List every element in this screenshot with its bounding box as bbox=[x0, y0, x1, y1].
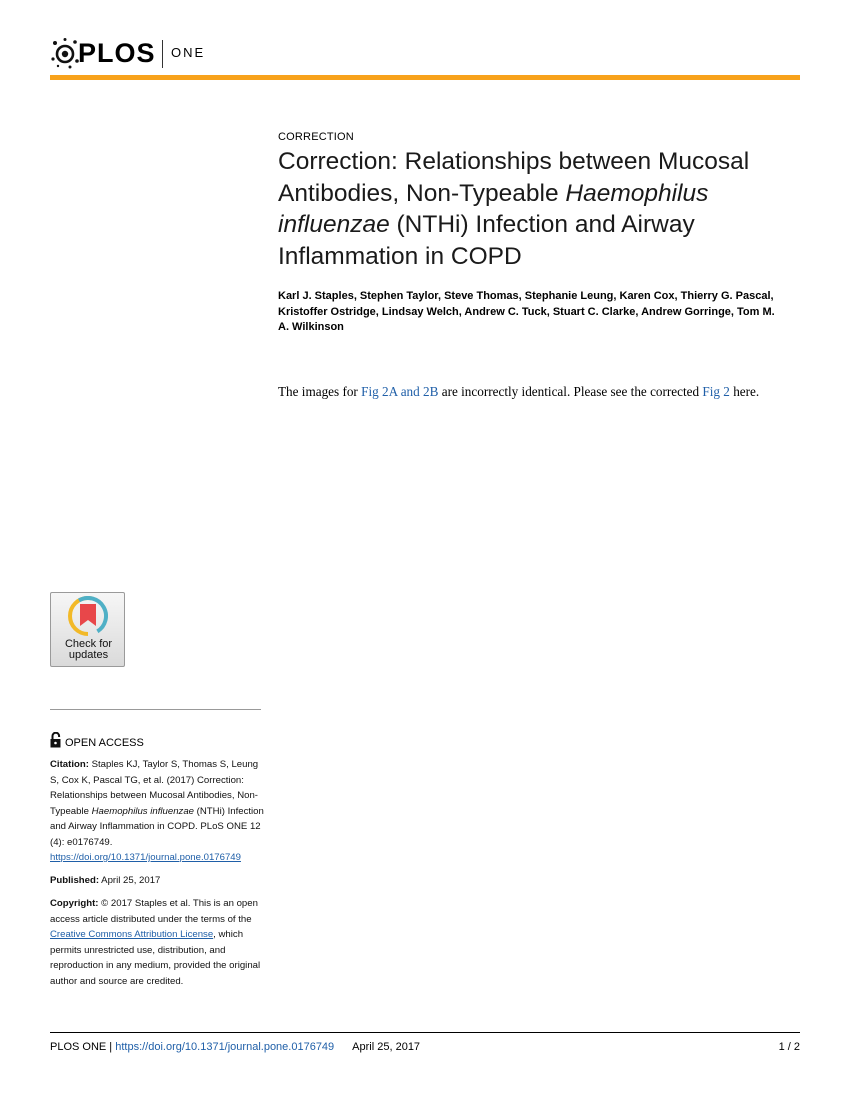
copyright-text-end: , which permits unrestricted use, distribution, and reproduction in any medium, provided the original author and source are credited. bbox=[50, 929, 261, 987]
published-value: April 25, 2017 bbox=[99, 875, 161, 886]
article-type-label: CORRECTION bbox=[278, 131, 354, 143]
title-text: Correction: Relationships between Mucosal Antibodies, Non-Typeable bbox=[278, 148, 750, 207]
citation-label: Citation: bbox=[50, 759, 89, 770]
open-access-label: OPEN ACCESS bbox=[65, 737, 144, 749]
body-text: here. bbox=[729, 384, 760, 399]
citation bbox=[50, 757, 265, 866]
footer-divider bbox=[50, 1032, 800, 1033]
published-label: Published: bbox=[50, 875, 100, 886]
page-number: 1 / 2 bbox=[778, 1041, 800, 1053]
open-access-badge bbox=[50, 732, 144, 750]
fig-2-link[interactable]: Fig 2 bbox=[702, 384, 730, 399]
copyright-label: Copyright: bbox=[50, 898, 99, 909]
journal-name: PLOS bbox=[78, 38, 156, 68]
correction-body bbox=[278, 383, 798, 401]
journal-subname: ONE bbox=[171, 45, 206, 60]
check-for-updates-button[interactable] bbox=[50, 592, 125, 667]
copyright-text: © 2017 Staples et al. This is an open access article distributed under the terms of the bbox=[50, 898, 258, 925]
logo-divider bbox=[162, 40, 163, 68]
title-text-end: (NTHi) Infection and Airway Inflammation in COPD bbox=[278, 211, 695, 270]
bookmark-icon bbox=[68, 596, 108, 636]
page-footer bbox=[50, 1040, 420, 1054]
body-text: The images for bbox=[278, 384, 362, 399]
open-lock-icon bbox=[50, 732, 62, 748]
article-title bbox=[278, 146, 788, 272]
citation-doi-link[interactable]: https://doi.org/10.1371/journal.pone.0176749 bbox=[50, 852, 241, 863]
footer-date: April 25, 2017 bbox=[352, 1041, 421, 1053]
check-updates-label: Check for updates bbox=[64, 638, 113, 661]
published-date bbox=[50, 873, 265, 889]
sidebar-divider bbox=[50, 709, 261, 710]
author-list: Karl J. Staples, Stephen Taylor, Steve Thomas, Stephanie Leung, Karen Cox, Thierry G. Pascal, Kristoffer Ostridge, Lindsay Welch, Andrew C. Tuck, Stuart C. Clarke, Andrew Gorringe, Tom M. A. Wilkinson bbox=[278, 290, 775, 333]
fig-2ab-link[interactable]: Fig 2A and 2B bbox=[361, 384, 439, 399]
footer-journal: PLOS ONE | bbox=[50, 1041, 116, 1053]
body-text: are incorrectly identical. Please see the corrected bbox=[438, 384, 703, 399]
header-accent-bar bbox=[50, 75, 800, 80]
citation-text-end: (NTHi) Infection and Airway Inflammation in COPD. PLoS ONE 12 (4): e0176749. bbox=[50, 805, 264, 848]
citation-text: Staples KJ, Taylor S, Thomas S, Leung S, Cox K, Pascal TG, et al. (2017) Correction: Relationships between Mucosal Antibodies, Non-Typeable bbox=[50, 759, 259, 817]
title-species: Haemophilus influenzae bbox=[278, 179, 709, 238]
copyright bbox=[50, 896, 265, 989]
plos-logo-icon bbox=[50, 37, 80, 69]
footer-doi-link[interactable]: https://doi.org/10.1371/journal.pone.0176749 bbox=[115, 1041, 335, 1053]
license-link[interactable]: Creative Commons Attribution License bbox=[50, 929, 214, 940]
citation-species: Haemophilus influenzae bbox=[91, 805, 195, 817]
